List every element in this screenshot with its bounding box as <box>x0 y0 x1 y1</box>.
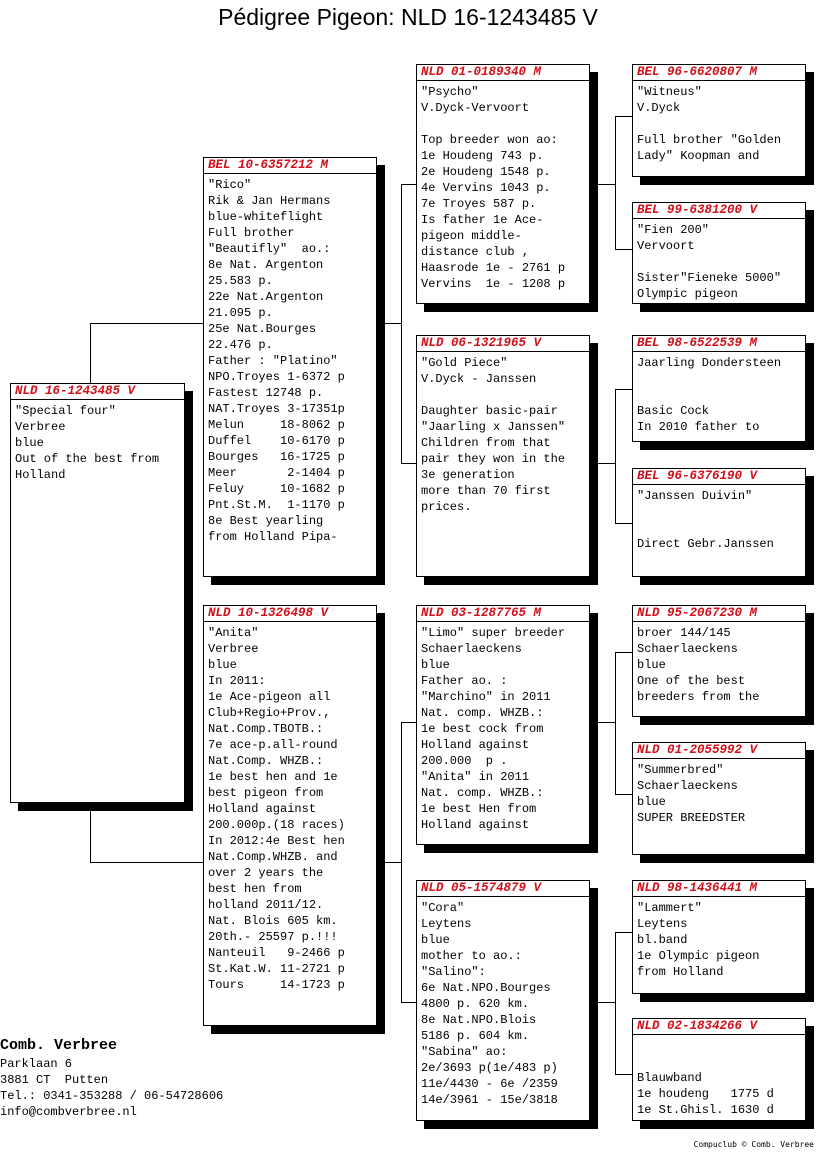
pigeon-info-line: Holland against <box>208 802 317 816</box>
pigeon-info-line: blue <box>15 436 44 450</box>
pigeon-info-line: 6e Nat.NPO.Bourges <box>421 981 551 995</box>
pigeon-info-line: bl.band <box>637 933 688 947</box>
connector <box>615 1074 632 1075</box>
pigeon-info-line: 1e houdeng 1775 d <box>637 1087 774 1101</box>
pigeon-info-line: In 2011: <box>208 674 266 688</box>
pigeon-info-line: 14e/3961 - 15e/3818 <box>421 1093 558 1107</box>
pigeon-info-line: Verbree <box>208 642 259 656</box>
pigeon-info-line: 4800 p. 620 km. <box>421 997 530 1011</box>
connector <box>615 389 616 524</box>
pigeon-info-line: V.Dyck <box>637 101 681 115</box>
connector <box>385 323 402 324</box>
pigeon-card-mmf[interactable] <box>632 880 806 994</box>
pigeon-info-line: more than 70 first <box>421 484 551 498</box>
ring-number: NLD 95-2067230 M <box>633 606 805 622</box>
pigeon-info-line: "Lammert" <box>637 901 702 915</box>
pigeon-info-line: Is father 1e Ace- <box>421 213 544 227</box>
connector <box>597 722 616 723</box>
pigeon-info-line: Tours 14-1723 p <box>208 978 345 992</box>
connector <box>401 184 402 464</box>
pigeon-info-line: Olympic pigeon <box>637 287 738 301</box>
pigeon-info-line: Father : "Platino" <box>208 354 338 368</box>
pigeon-info-line <box>637 387 801 403</box>
ring-number: BEL 98-6522539 M <box>633 336 805 352</box>
pigeon-card-ffm[interactable] <box>632 202 806 304</box>
pigeon-info-line: 1e best hen and 1e <box>208 770 338 784</box>
pigeon-info-line: 2e Houdeng 1548 p. <box>421 165 551 179</box>
pigeon-info-line: Schaerlaeckens <box>637 642 738 656</box>
pigeon-info-line <box>637 254 801 270</box>
pigeon-info-line: Basic Cock <box>637 404 710 418</box>
pigeon-info-line: Verbree <box>15 420 66 434</box>
pigeon-info-line: 25e Nat.Bourges <box>208 322 317 336</box>
owner-address-line: 3881 CT Putten <box>0 1073 109 1087</box>
pigeon-info-line: In 2012:4e Best hen <box>208 834 345 848</box>
pigeon-info-line: 21.095 p. <box>208 306 273 320</box>
pigeon-info-line: 8e Nat. Argenton <box>208 258 324 272</box>
pigeon-info-line <box>637 520 801 536</box>
connector <box>401 722 417 723</box>
pigeon-info-line: Full brother <box>208 226 295 240</box>
pigeon-info-line: 2e/3693 p(1e/483 p) <box>421 1061 558 1075</box>
pigeon-info-line: 4e Vervins 1043 p. <box>421 181 551 195</box>
pigeon-card-ff[interactable] <box>416 64 590 304</box>
pigeon-info-line: V.Dyck - Janssen <box>421 372 537 386</box>
pigeon-info-line: "Fien 200" <box>637 223 710 237</box>
pigeon-info-line: broer 144/145 <box>637 626 731 640</box>
pigeon-info-line: Melun 18-8062 p <box>208 418 345 432</box>
pigeon-info-line <box>421 387 585 403</box>
pigeon-info-line: Blauwband <box>637 1071 702 1085</box>
pigeon-info-line: "Summerbred" <box>637 763 724 777</box>
pigeon-info-line: Sister"Fieneke 5000" <box>637 271 782 285</box>
ring-number: BEL 10-6357212 M <box>204 158 376 174</box>
pigeon-info-line: from Holland Pipa- <box>208 530 338 544</box>
pigeon-info-line: Pnt.St.M. 1-1170 p <box>208 498 345 512</box>
pigeon-card-mother[interactable] <box>203 605 377 1026</box>
pigeon-info-line: St.Kat.W. 11-2721 p <box>208 962 345 976</box>
pigeon-card-subject[interactable] <box>10 383 185 803</box>
pigeon-info-line: 8e Nat.NPO.Blois <box>421 1013 537 1027</box>
pigeon-info-line: "Marchino" in 2011 <box>421 690 551 704</box>
pigeon-info-line: blue <box>637 795 666 809</box>
pigeon-info-line: best hen from <box>208 882 302 896</box>
connector <box>401 722 402 1003</box>
pigeon-info-line: "Jaarling x Janssen" <box>421 420 566 434</box>
pigeon-info-line: Holland against <box>421 738 530 752</box>
pigeon-info-line: "Special four" <box>15 404 116 418</box>
pigeon-info-line: Leytens <box>637 917 688 931</box>
pigeon-info-line: 5186 p. 604 km. <box>421 1029 530 1043</box>
pigeon-card-mfm[interactable] <box>632 742 806 855</box>
pigeon-info-line: 1e Ace-pigeon all <box>208 690 331 704</box>
pigeon-info-line: mother to ao.: <box>421 949 522 963</box>
pigeon-info-line: "Sabina" ao: <box>421 1045 508 1059</box>
pigeon-card-mmm[interactable] <box>632 1018 806 1121</box>
connector <box>615 932 616 1075</box>
pigeon-card-mm[interactable] <box>416 880 590 1121</box>
pigeon-info-line: from Holland <box>637 965 724 979</box>
pigeon-info-line: SUPER BREEDSTER <box>637 811 746 825</box>
connector <box>90 862 204 863</box>
connector <box>615 116 632 117</box>
pigeon-info-line: blue <box>421 658 450 672</box>
pigeon-info-line: 1e Olympic pigeon <box>637 949 760 963</box>
pigeon-info-line: 1e Houdeng 743 p. <box>421 149 544 163</box>
pigeon-card-fff[interactable] <box>632 64 806 177</box>
pigeon-info-line: 3e generation <box>421 468 515 482</box>
pigeon-info-line: blue <box>637 658 666 672</box>
pigeon-info-line: "Gold Piece" <box>421 356 508 370</box>
pigeon-info-line: "Janssen Duivin" <box>637 489 753 503</box>
connector <box>615 249 632 250</box>
pigeon-info-line: Children from that <box>421 436 551 450</box>
pigeon-info-line: best pigeon from <box>208 786 324 800</box>
connector <box>615 794 632 795</box>
pigeon-info-line: 20th.- 25597 p.!!! <box>208 930 338 944</box>
pigeon-info-line: Nat.Comp.TBOTB.: <box>208 722 324 736</box>
connector <box>401 1002 417 1003</box>
ring-number: NLD 06-1321965 V <box>417 336 589 352</box>
pigeon-info-line <box>637 1054 801 1070</box>
pigeon-info-line: One of the best <box>637 674 746 688</box>
pigeon-info-line: Schaerlaeckens <box>421 642 522 656</box>
connector <box>615 523 632 524</box>
pigeon-info-line: Duffel 10-6170 p <box>208 434 345 448</box>
pigeon-info-line: 1e St.Ghisl. 1630 d <box>637 1103 774 1117</box>
pigeon-info-line: pigeon middle- <box>421 229 522 243</box>
pigeon-info-line: 1e best Hen from <box>421 802 537 816</box>
pigeon-card-father[interactable] <box>203 157 377 577</box>
pigeon-info-line: 25.583 p. <box>208 274 273 288</box>
pigeon-info-line: Direct Gebr.Janssen <box>637 537 774 551</box>
pigeon-info-line: Out of the best from <box>15 452 160 466</box>
ring-number: NLD 05-1574879 V <box>417 881 589 897</box>
connector <box>615 932 632 933</box>
pigeon-info-line: Nat.Comp.WHZB. and <box>208 850 338 864</box>
connector <box>597 1002 616 1003</box>
connector <box>401 184 417 185</box>
pigeon-info-line: Nat. Blois 605 km. <box>208 914 338 928</box>
pigeon-info-line: Full brother "Golden <box>637 133 782 147</box>
pigeon-info-line: Meer 2-1404 p <box>208 466 345 480</box>
pigeon-info-line <box>637 371 801 387</box>
pigeon-info-line: Haasrode 1e - 2761 p <box>421 261 566 275</box>
pigeon-info-line: "Witneus" <box>637 85 702 99</box>
pigeon-info-line: Bourges 16-1725 p <box>208 450 345 464</box>
pigeon-info-line: Holland against <box>421 818 530 832</box>
connector <box>597 463 616 464</box>
pigeon-info-line: Leytens <box>421 917 472 931</box>
pigeon-info-line: Holland <box>15 468 66 482</box>
pigeon-info-line: Rik & Jan Hermans <box>208 194 331 208</box>
ring-number: NLD 16-1243485 V <box>11 384 184 400</box>
pigeon-info-line: V.Dyck-Vervoort <box>421 101 530 115</box>
pigeon-card-mff[interactable] <box>632 605 806 717</box>
connector <box>597 184 616 185</box>
pigeon-info-line: distance club , <box>421 245 530 259</box>
pigeon-info-line: Fastest 12748 p. <box>208 386 324 400</box>
pigeon-card-mf[interactable] <box>416 605 590 845</box>
pigeon-info-line: "Beautifly" ao.: <box>208 242 331 256</box>
pigeon-info-line: over 2 years the <box>208 866 324 880</box>
pigeon-info-line: Nat. comp. WHZB.: <box>421 706 544 720</box>
pigeon-info-line: "Cora" <box>421 901 465 915</box>
pigeon-info-line: blue <box>421 933 450 947</box>
pigeon-info-line: 1e best cock from <box>421 722 544 736</box>
pigeon-info-line: pair they won in the <box>421 452 566 466</box>
pigeon-info-line: Nat. comp. WHZB.: <box>421 786 544 800</box>
pigeon-info-line: "Psycho" <box>421 85 479 99</box>
pigeon-info-line: 7e ace-p.all-round <box>208 738 338 752</box>
page-title: Pédigree Pigeon: NLD 16-1243485 V <box>218 4 598 30</box>
pigeon-info-line: "Anita" <box>208 626 259 640</box>
pigeon-info-line: 200.000 p . <box>421 754 508 768</box>
ring-number: NLD 01-0189340 M <box>417 65 589 81</box>
pigeon-info-line <box>637 1038 801 1054</box>
connector <box>385 862 402 863</box>
pigeon-info-line: Top breeder won ao: <box>421 133 558 147</box>
ring-number: BEL 96-6620807 M <box>633 65 805 81</box>
connector <box>615 116 616 250</box>
pigeon-card-fm[interactable] <box>416 335 590 577</box>
ring-number: NLD 03-1287765 M <box>417 606 589 622</box>
pigeon-info-line: Vervins 1e - 1208 p <box>421 277 566 291</box>
pigeon-info-line: breeders from the <box>637 690 760 704</box>
pigeon-card-fmf[interactable] <box>632 335 806 442</box>
pigeon-info-line: In 2010 father to <box>637 420 760 434</box>
pigeon-info-line: NPO.Troyes 1-6372 p <box>208 370 345 384</box>
pigeon-info-line: "Rico" <box>208 178 252 192</box>
pigeon-info-line <box>637 116 801 132</box>
connector <box>615 652 616 795</box>
ring-number: NLD 98-1436441 M <box>633 881 805 897</box>
pigeon-info-line: Vervoort <box>637 239 695 253</box>
pigeon-info-line: 200.000p.(18 races) <box>208 818 345 832</box>
pigeon-info-line: prices. <box>421 500 472 514</box>
pigeon-info-line: "Limo" super breeder <box>421 626 566 640</box>
pigeon-info-line: Nat.Comp. WHZB.: <box>208 754 324 768</box>
ring-number: NLD 02-1834266 V <box>633 1019 805 1035</box>
connector <box>615 389 632 390</box>
pigeon-info-line: 22.476 p. <box>208 338 273 352</box>
pigeon-info-line: 22e Nat.Argenton <box>208 290 324 304</box>
ring-number: NLD 10-1326498 V <box>204 606 376 622</box>
owner-name: Comb. Verbree <box>0 1037 118 1054</box>
owner-address-line: Parklaan 6 <box>0 1057 73 1071</box>
pigeon-info-line: "Salino": <box>421 965 486 979</box>
owner-email: info@combverbree.nl <box>0 1105 137 1119</box>
pigeon-info-line: blue-whiteflight <box>208 210 324 224</box>
pigeon-info-line: Nanteuil 9-2466 p <box>208 946 345 960</box>
pigeon-info-line: blue <box>208 658 237 672</box>
pigeon-info-line: Father ao. : <box>421 674 508 688</box>
pigeon-card-fmm[interactable] <box>632 468 806 577</box>
pigeon-info-line <box>637 504 801 520</box>
connector <box>90 802 91 863</box>
pigeon-info-line: NAT.Troyes 3-17351p <box>208 402 345 416</box>
owner-phone: Tel.: 0341-353288 / 06-54728606 <box>0 1089 224 1103</box>
pigeon-info-line: 8e Best yearling <box>208 514 324 528</box>
ring-number: BEL 99-6381200 V <box>633 203 805 219</box>
connector <box>615 652 632 653</box>
pigeon-info-line: Club+Regio+Prov., <box>208 706 331 720</box>
ring-number: NLD 01-2055992 V <box>633 743 805 759</box>
ring-number: BEL 96-6376190 V <box>633 469 805 485</box>
pigeon-info-line: 7e Troyes 587 p. <box>421 197 537 211</box>
pigeon-info-line: Schaerlaeckens <box>637 779 738 793</box>
pigeon-info-line: "Anita" in 2011 <box>421 770 530 784</box>
pigeon-info-line: Jaarling Dondersteen <box>637 356 782 370</box>
pigeon-info-line: 11e/4430 - 6e /2359 <box>421 1077 558 1091</box>
pigeon-info-line: Daughter basic-pair <box>421 404 558 418</box>
connector <box>90 323 204 324</box>
pigeon-info-line: Feluy 10-1682 p <box>208 482 345 496</box>
connector <box>401 463 417 464</box>
footer-credit: Compuclub © Comb. Verbree <box>693 1140 814 1149</box>
connector <box>90 323 91 383</box>
pigeon-info-line: holland 2011/12. <box>208 898 324 912</box>
owner-block <box>0 1036 223 1120</box>
pigeon-info-line <box>421 116 585 132</box>
pigeon-info-line: Lady" Koopman and <box>637 149 760 163</box>
